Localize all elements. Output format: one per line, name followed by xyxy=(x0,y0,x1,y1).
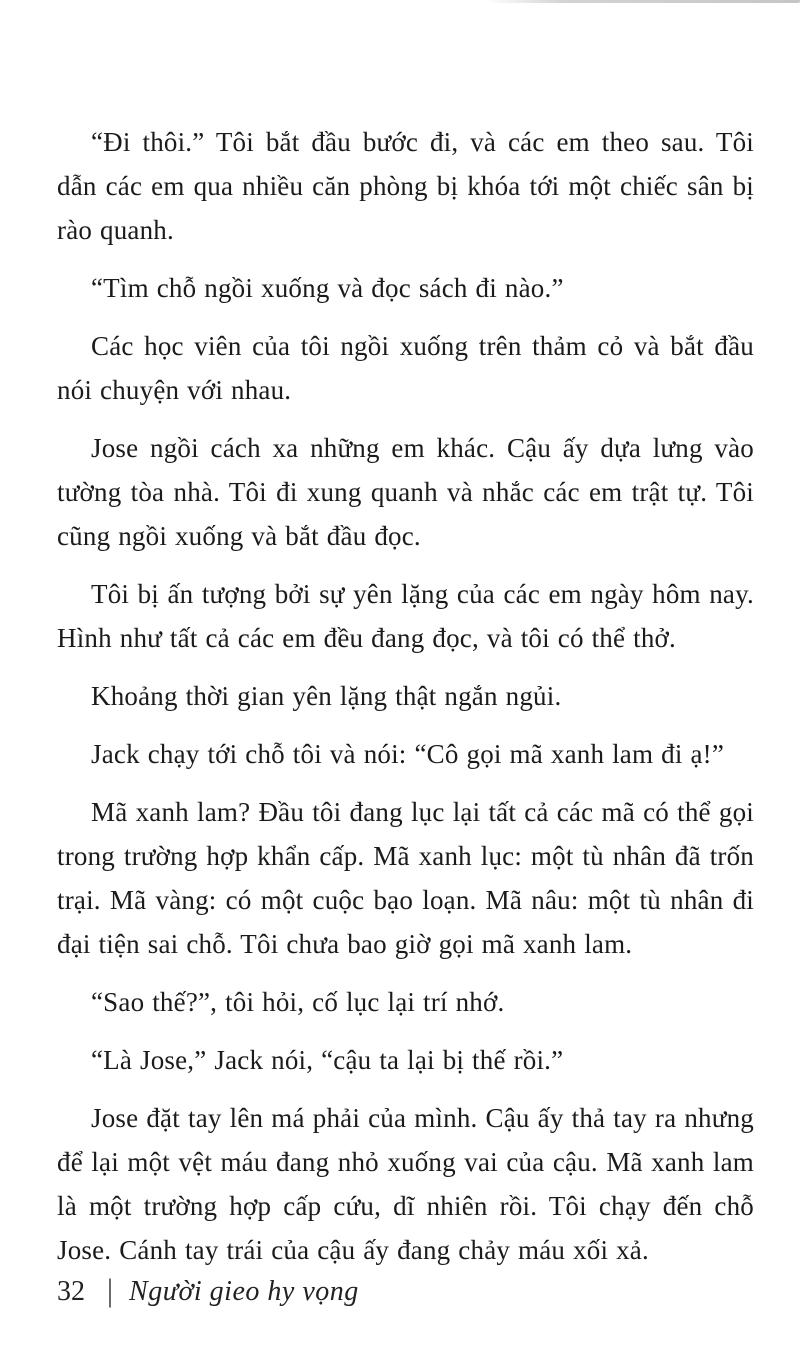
page-number: 32 xyxy=(57,1276,85,1307)
paragraph: Mã xanh lam? Đầu tôi đang lục lại tất cả các mã có thể gọi trong trường hợp khẩn cấp. Mã xanh lục: một tù nhân đã trốn trại. Mã vàng: có một cuộc bạo loạn. Mã nâu: một tù nhân đi đại tiện sai chỗ. Tôi chưa bao giờ gọi mã xanh lam. xyxy=(57,797,754,959)
paragraph: “Tìm chỗ ngồi xuống và đọc sách đi nào.” xyxy=(91,273,564,303)
page-body-text xyxy=(57,120,754,1272)
paragraph: Jose ngồi cách xa những em khác. Cậu ấy dựa lưng vào tường tòa nhà. Tôi đi xung quanh và nhắc các em trật tự. Tôi cũng ngồi xuống và bắt đầu đọc. xyxy=(57,433,754,551)
paragraph: Tôi bị ấn tượng bởi sự yên lặng của các em ngày hôm nay. Hình như tất cả các em đều đang đọc, và tôi có thể thở. xyxy=(57,579,754,653)
paragraph: Các học viên của tôi ngồi xuống trên thảm cỏ và bắt đầu nói chuyện với nhau. xyxy=(57,331,754,405)
paragraph: Jack chạy tới chỗ tôi và nói: “Cô gọi mã xanh lam đi ạ!” xyxy=(91,739,725,769)
paragraph: “Là Jose,” Jack nói, “cậu ta lại bị thế rồi.” xyxy=(91,1045,564,1075)
paragraph: Khoảng thời gian yên lặng thật ngắn ngủi. xyxy=(91,681,562,711)
footer-separator: | xyxy=(107,1273,114,1308)
paragraph: “Sao thế?”, tôi hỏi, cố lục lại trí nhớ. xyxy=(91,987,505,1017)
page-footer xyxy=(57,1274,359,1308)
paragraph: Jose đặt tay lên má phải của mình. Cậu ấy thả tay ra nhưng để lại một vệt máu đang nhỏ xuống vai của cậu. Mã xanh lam là một trường hợp cấp cứu, dĩ nhiên rồi. Tôi chạy đến chỗ Jose. Cánh tay trái của cậu ấy đang chảy máu xối xả. xyxy=(57,1103,754,1265)
paragraph: “Đi thôi.” Tôi bắt đầu bước đi, và các em theo sau. Tôi dẫn các em qua nhiều căn phòng bị khóa tới một chiếc sân bị rào quanh. xyxy=(57,127,754,245)
book-title: Người gieo hy vọng xyxy=(129,1276,359,1307)
